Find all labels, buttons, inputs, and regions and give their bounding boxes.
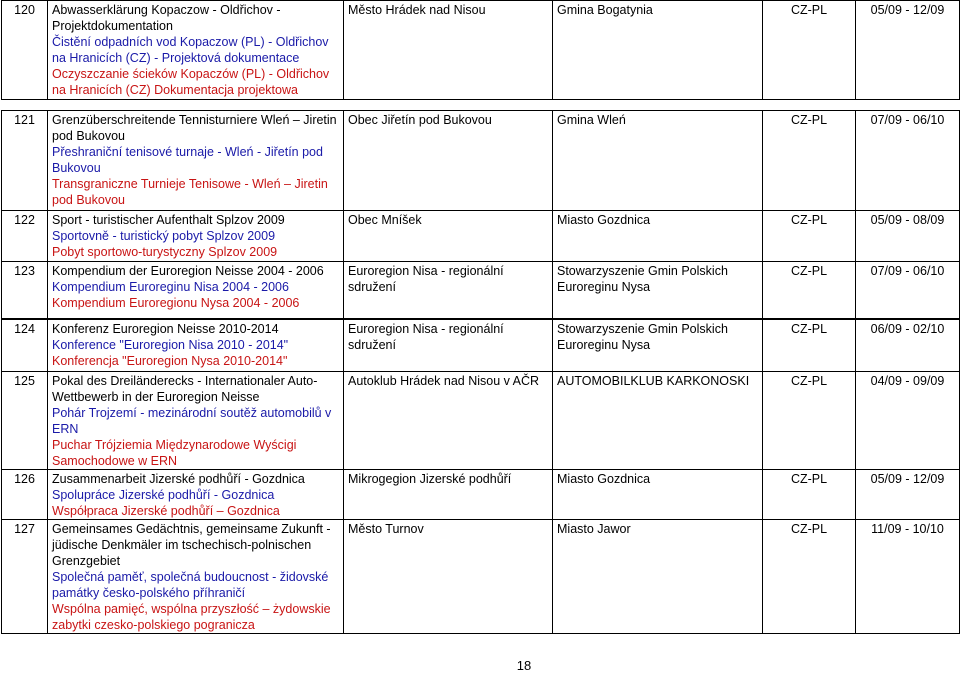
title-pl: Konferencja "Euroregion Nysa 2010-2014" (52, 354, 288, 368)
partner-pl: Stowarzyszenie Gmin Polskich Euroreginu Nysa (553, 320, 763, 372)
table-row (2, 211, 960, 262)
project-period: 04/09 - 09/09 (856, 372, 960, 470)
project-period: 05/09 - 12/09 (856, 470, 960, 520)
title-pl: Oczyszczanie ścieków Kopaczów (PL) - Oldřichov na Hranicích (CZ) Dokumentacja projektowa (52, 67, 330, 97)
table-row (2, 470, 960, 520)
partner-cz: Euroregion Nisa - regionální sdružení (344, 262, 553, 319)
title-pl: Wspólna pamięć, wspólna przyszłość – żydowskie zabytki czesko-polskiego pogranicza (52, 602, 331, 632)
project-title-cell (48, 372, 344, 470)
title-cz: Přeshraniční tenisové turnaje - Wleń - Jiřetín pod Bukovou (52, 145, 323, 175)
title-cz: Pohár Trojzemí - mezinárodní soutěž automobilů v ERN (52, 406, 332, 436)
title-de: Sport - turistischer Aufenthalt Splzov 2009 (52, 213, 285, 227)
project-title-cell (48, 470, 344, 520)
partner-pl: Miasto Jawor (553, 520, 763, 634)
partner-pl: Miasto Gozdnica (553, 470, 763, 520)
title-de: Abwasserklärung Kopaczow - Oldřichov - Projektdokumentation (52, 3, 281, 33)
row-number: 124 (2, 320, 48, 372)
partner-cz: Obec Jiřetín pod Bukovou (344, 111, 553, 211)
title-pl: Współpraca Jizerské podhůří – Gozdnica (52, 504, 280, 518)
table-row (2, 320, 960, 372)
partner-pl: Stowarzyszenie Gmin Polskich Euroreginu Nysa (553, 262, 763, 319)
table-row (2, 520, 960, 634)
country-code: CZ-PL (763, 372, 856, 470)
country-code: CZ-PL (763, 320, 856, 372)
title-cz: Společná paměť, společná budoucnost - židovské památky česko-polského příhraničí (52, 570, 329, 600)
project-title-cell (48, 111, 344, 211)
country-code: CZ-PL (763, 1, 856, 100)
project-title-cell (48, 1, 344, 100)
country-code: CZ-PL (763, 211, 856, 262)
partner-pl: Miasto Gozdnica (553, 211, 763, 262)
project-period: 05/09 - 12/09 (856, 1, 960, 100)
table-row (2, 262, 960, 319)
project-title-cell (48, 211, 344, 262)
project-period: 07/09 - 06/10 (856, 262, 960, 319)
row-number: 121 (2, 111, 48, 211)
title-de: Konferenz Euroregion Neisse 2010-2014 (52, 322, 279, 336)
partner-cz: Město Hrádek nad Nisou (344, 1, 553, 100)
country-code: CZ-PL (763, 262, 856, 319)
table-row (2, 372, 960, 470)
title-pl: Transgraniczne Turnieje Tenisowe - Wleń – Jiretin pod Bukovou (52, 177, 328, 207)
title-de: Grenzüberschreitende Tennisturniere Wleń – Jiretin pod Bukovou (52, 113, 337, 143)
row-number: 127 (2, 520, 48, 634)
partner-pl: AUTOMOBILKLUB KARKONOSKI (553, 372, 763, 470)
projects-table-block-1 (1, 0, 960, 100)
title-de: Kompendium der Euroregion Neisse 2004 - 2006 (52, 264, 324, 278)
country-code: CZ-PL (763, 520, 856, 634)
title-cz: Konference "Euroregion Nisa 2010 - 2014" (52, 338, 289, 352)
title-de: Zusammenarbeit Jizerské podhůří - Gozdnica (52, 472, 305, 486)
country-code: CZ-PL (763, 470, 856, 520)
row-number: 123 (2, 262, 48, 319)
partner-pl: Gmina Bogatynia (553, 1, 763, 100)
table-row (2, 1, 960, 100)
project-title-cell (48, 262, 344, 319)
projects-table-block-2 (1, 110, 960, 319)
partner-cz: Mikrogegion Jizerské podhůří (344, 470, 553, 520)
title-cz: Kompendium Euroreginu Nisa 2004 - 2006 (52, 280, 289, 294)
partner-cz: Obec Mníšek (344, 211, 553, 262)
row-number: 126 (2, 470, 48, 520)
project-period: 11/09 - 10/10 (856, 520, 960, 634)
title-de: Gemeinsames Gedächtnis, gemeinsame Zukunft - jüdische Denkmäler im tschechisch-polnischen Grenzgebiet (52, 522, 331, 568)
project-period: 05/09 - 08/09 (856, 211, 960, 262)
project-period: 07/09 - 06/10 (856, 111, 960, 211)
title-cz: Spolupráce Jizerské podhůří - Gozdnica (52, 488, 275, 502)
title-cz: Čistění odpadních vod Kopaczow (PL) - Oldřichov na Hranicích (CZ) - Projektová dokumentace (52, 35, 329, 65)
title-pl: Puchar Trójziemia Międzynarodowe Wyścigi Samochodowe w ERN (52, 438, 297, 468)
partner-cz: Město Turnov (344, 520, 553, 634)
country-code: CZ-PL (763, 111, 856, 211)
row-number: 120 (2, 1, 48, 100)
partner-cz: Euroregion Nisa - regionální sdružení (344, 320, 553, 372)
partner-pl: Gmina Wleń (553, 111, 763, 211)
title-de: Pokal des Dreiländerecks - Internationaler Auto-Wettbewerb in der Euroregion Neisse (52, 374, 318, 404)
partner-cz: Autoklub Hrádek nad Nisou v AČR (344, 372, 553, 470)
page-number: 18 (516, 658, 532, 673)
project-title-cell (48, 320, 344, 372)
projects-table-block-3 (1, 319, 960, 634)
table-row (2, 111, 960, 211)
row-number: 122 (2, 211, 48, 262)
project-period: 06/09 - 02/10 (856, 320, 960, 372)
title-pl: Pobyt sportowo-turystyczny Splzov 2009 (52, 245, 278, 259)
project-title-cell (48, 520, 344, 634)
title-cz: Sportovně - turistický pobyt Splzov 2009 (52, 229, 276, 243)
title-pl: Kompendium Euroregionu Nysa 2004 - 2006 (52, 296, 300, 310)
row-number: 125 (2, 372, 48, 470)
